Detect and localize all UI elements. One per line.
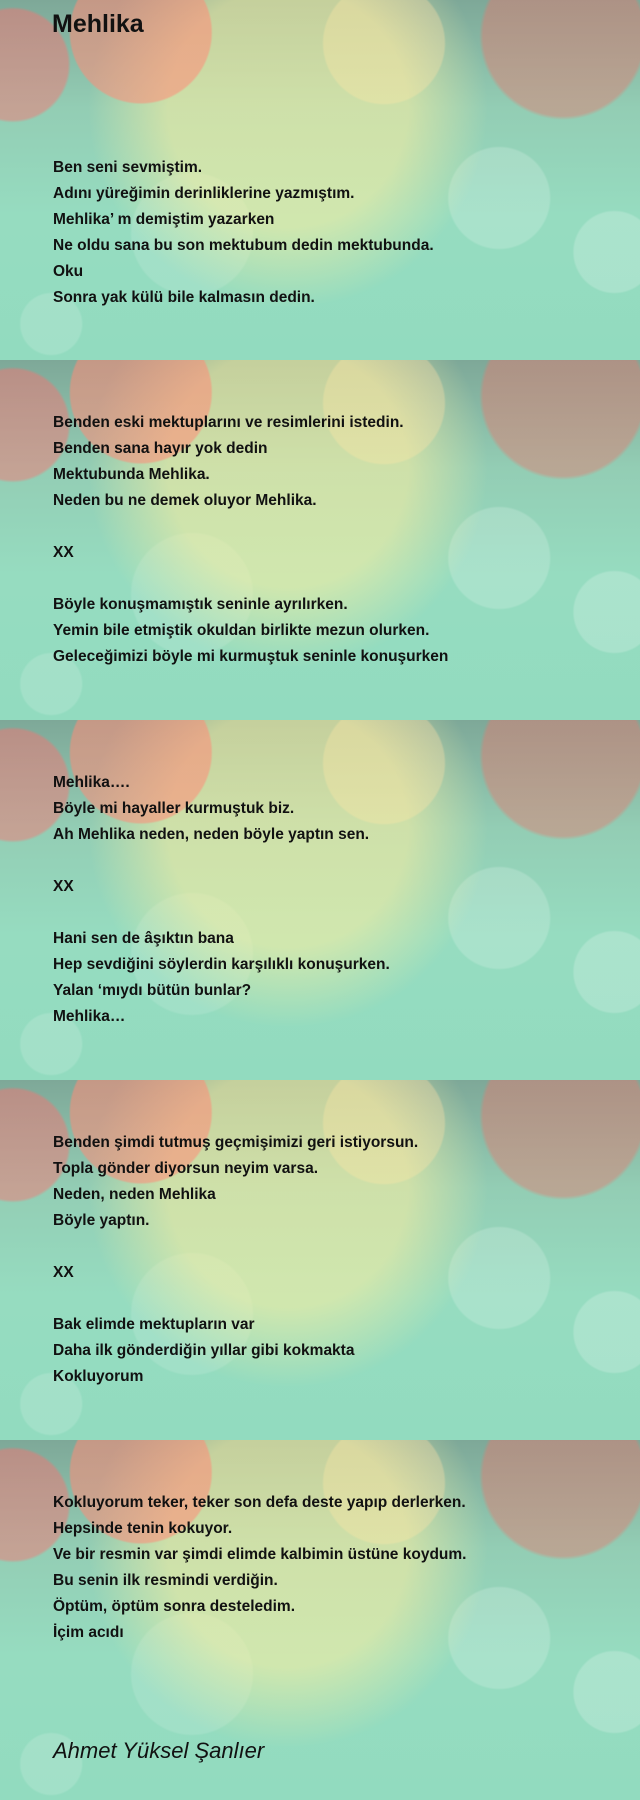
poem-line: Bak elimde mektupların var	[53, 1316, 255, 1333]
poem-line: Böyle konuşmamıştık seninle ayrılırken.	[53, 596, 348, 613]
poem-line: Hepsinde tenin kokuyor.	[53, 1520, 233, 1537]
poem-line: Benden sana hayır yok dedin	[53, 440, 268, 457]
poem-line: Daha ilk gönderdiğin yıllar gibi kokmakta	[53, 1342, 355, 1359]
poem-line: Ne oldu sana bu son mektubum dedin mektubunda.	[53, 237, 434, 254]
poem-line: Ve bir resmin var şimdi elimde kalbimin üstüne koydum.	[53, 1546, 467, 1563]
poem-line: İçim acıdı	[53, 1624, 124, 1641]
poem-line	[53, 514, 448, 540]
poem-line: Neden, neden Mehlika	[53, 1186, 216, 1203]
poem-line: Benden eski mektuplarını ve resimlerini istedin.	[53, 414, 404, 431]
poem-line: Mektubunda Mehlika.	[53, 466, 210, 483]
poem-line: Mehlika….	[53, 774, 130, 791]
poem-title: Mehlika	[52, 10, 144, 38]
stanza-3	[53, 770, 390, 1030]
poem-line: Ah Mehlika neden, neden böyle yaptın sen.	[53, 826, 370, 843]
stanza-4	[53, 1130, 418, 1390]
poem-line: Mehlika’ m demiştim yazarken	[53, 211, 275, 228]
stanza-5	[53, 1490, 466, 1646]
poem-line: Yalan ‘mıydı bütün bunlar?	[53, 982, 252, 999]
poem-line: Hep sevdiğini söylerdin karşılıklı konuşurken.	[53, 956, 390, 973]
poem-panel-2	[0, 360, 640, 720]
poem-line: Öptüm, öptüm sonra desteledim.	[53, 1598, 295, 1615]
poem-line: Adını yüreğimin derinliklerine yazmıştım.	[53, 185, 355, 202]
poem-line: Böyle mi hayaller kurmuştuk biz.	[53, 800, 295, 817]
poem-line	[53, 1234, 418, 1260]
poem-line: Böyle yaptın.	[53, 1212, 150, 1229]
stanza-1	[53, 155, 434, 311]
poem-line: Hani sen de âşıktın bana	[53, 930, 234, 947]
poem-line: Geleceğimizi böyle mi kurmuştuk seninle konuşurken	[53, 648, 449, 665]
poem-line: Neden bu ne demek oluyor Mehlika.	[53, 492, 317, 509]
poem-line: XX	[53, 878, 74, 895]
poem-author: Ahmet Yüksel Şanlıer	[53, 1738, 265, 1763]
poem-line	[53, 1286, 418, 1312]
poem-line	[53, 566, 448, 592]
poem-panel-4	[0, 1080, 640, 1440]
poem-line: Yemin bile etmiştik okuldan birlikte mezun olurken.	[53, 622, 430, 639]
poem-line: XX	[53, 1264, 74, 1281]
poem-panel-3	[0, 720, 640, 1080]
poem-line: Kokluyorum teker, teker son defa deste yapıp derlerken.	[53, 1494, 466, 1511]
poem-line: Ben seni sevmiştim.	[53, 159, 203, 176]
poem-panel-1	[0, 0, 640, 360]
poem-line: Topla gönder diyorsun neyim varsa.	[53, 1160, 318, 1177]
poem-line	[53, 900, 390, 926]
poem-line: Bu senin ilk resmindi verdiğin.	[53, 1572, 278, 1589]
poem-line: Mehlika…	[53, 1008, 126, 1025]
poem-line: Kokluyorum	[53, 1368, 144, 1385]
poem-line: Sonra yak külü bile kalmasın dedin.	[53, 289, 315, 306]
stanza-2	[53, 410, 448, 670]
poem-line: XX	[53, 544, 74, 561]
poem-panel-5	[0, 1440, 640, 1800]
poem-line	[53, 848, 390, 874]
poem-line: Benden şimdi tutmuş geçmişimizi geri istiyorsun.	[53, 1134, 419, 1151]
poem-line: Oku	[53, 263, 84, 280]
